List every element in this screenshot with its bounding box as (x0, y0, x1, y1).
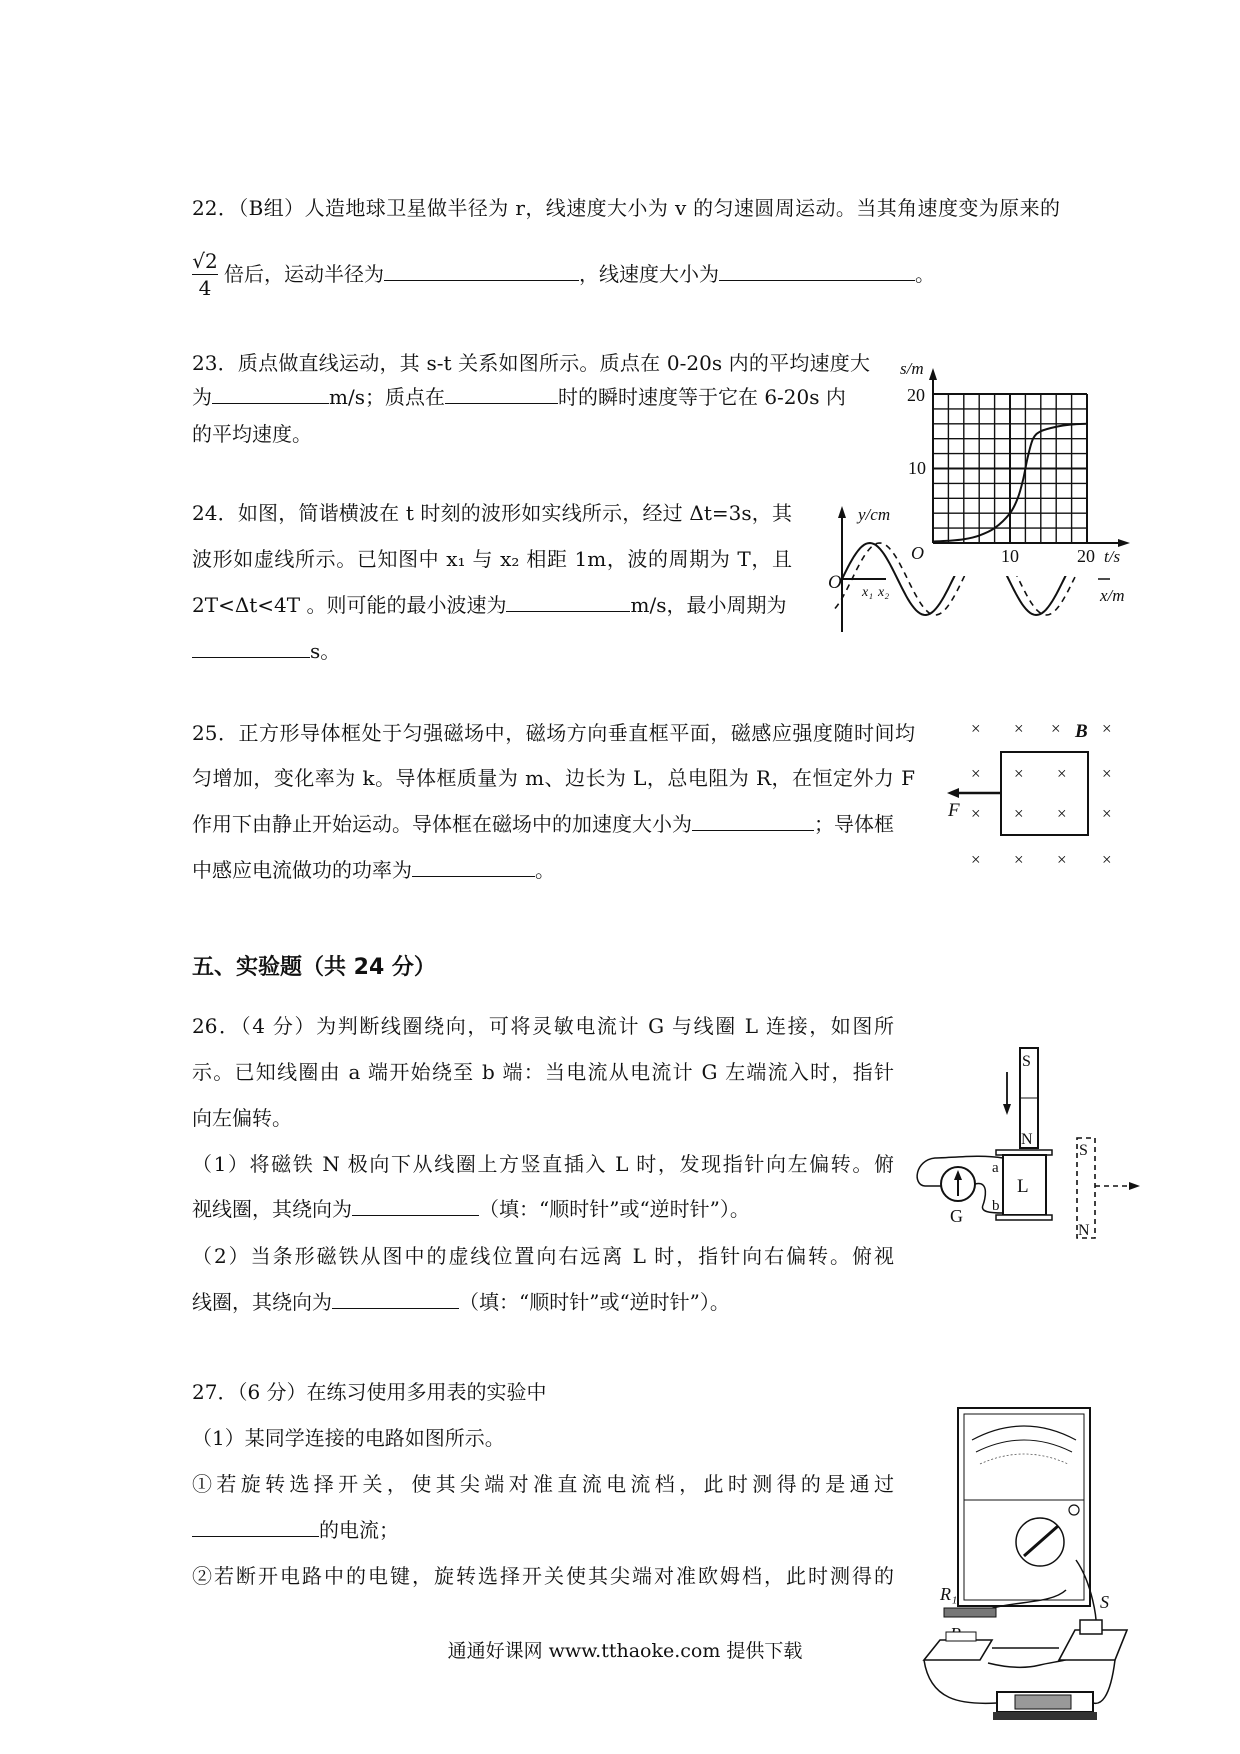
q26-text: 视线圈，其绕向为 (192, 1197, 352, 1221)
q24-line-2: 波形如虚线所示。已知图中 x₁ 与 x₂ 相距 1m，波的周期为 T，且 (192, 547, 792, 571)
field-cross-mark: × (1102, 804, 1112, 823)
q22-fraction (192, 248, 218, 301)
q25-text: 中感应电流做功的功率为 (192, 858, 412, 882)
q26-text: （填：“顺时针”或“逆时针”）。 (459, 1290, 730, 1314)
q25-line-1: 25．正方形导体框处于匀强磁场中，磁场方向垂直框平面，磁感应强度随时间均 (192, 721, 915, 745)
right-arrow-icon (1129, 1182, 1140, 1190)
wave-x2-label: x₂ (878, 585, 890, 600)
q25-line-4 (192, 856, 555, 884)
wave-x1-label: x₁ (862, 585, 874, 600)
q26-text: 线圈，其绕向为 (192, 1290, 332, 1314)
fraction-denominator: 4 (192, 274, 218, 301)
q25-line-3 (192, 810, 894, 838)
wave-origin-label: O (828, 572, 842, 593)
answer-blank (212, 383, 329, 404)
q26-line-2: 示。已知线圈由 a 端开始绕至 b 端：当电流从电流计 G 左端流入时，指针 (192, 1060, 894, 1084)
q24-line-1: 24．如图，简谐横波在 t 时刻的波形如实线所示，经过 Δt=3s，其 (192, 501, 792, 525)
field-cross-mark: × (1102, 764, 1112, 783)
field-cross-mark: × (971, 764, 981, 783)
field-cross-mark: × (971, 850, 981, 869)
wave-y-arrow-icon (838, 506, 846, 518)
answer-blank (332, 1288, 459, 1309)
q25-text: 。 (535, 858, 555, 882)
dashed-magnet-n-label: N (1078, 1222, 1090, 1239)
q22-line-1: 22．（B组）人造地球卫星做半径为 r，线速度大小为 v 的匀速圆周运动。当其角速度变为原来的 (192, 196, 1060, 220)
galvanometer-g-label: G (950, 1206, 963, 1226)
section-heading: 五、实验题（共 24 分） (192, 955, 436, 980)
field-cross-mark: × (1014, 719, 1024, 738)
field-cross-mark: × (1102, 719, 1112, 738)
q23-line-2 (192, 383, 846, 411)
answer-blank (412, 856, 535, 877)
battery-base (993, 1712, 1097, 1720)
st-xtick-20: 20 (1077, 546, 1095, 566)
q27-text: 的电流； (319, 1518, 399, 1542)
coil-figure (917, 1048, 1140, 1239)
resistor-r1 (944, 1608, 996, 1617)
q23-line-3: 的平均速度。 (192, 422, 312, 446)
q25-line-2: 匀增加，变化率为 k。导体框质量为 m、边长为 L，总电阻为 R，在恒定外力 F (192, 766, 915, 790)
q23-text: 时的瞬时速度等于它在 6-20s 内 (557, 385, 846, 409)
q23-text: m/s；质点在 (329, 385, 445, 409)
q23-line-1: 23．质点做直线运动，其 s-t 关系如图所示。质点在 0-20s 内的平均速度大 (192, 351, 870, 375)
answer-blank (192, 1516, 319, 1537)
q25-text: 作用下由静止开始运动。导体框在磁场中的加速度大小为 (192, 812, 692, 836)
q23-text: 为 (192, 385, 212, 409)
q27-line-2: （1）某同学连接的电路如图所示。 (192, 1426, 505, 1450)
q26-line-7 (192, 1288, 730, 1316)
st-xtick-10: 10 (1001, 546, 1019, 566)
wave-y-label: y/cm (858, 505, 891, 524)
q22-text: ，线速度大小为 (579, 262, 719, 286)
dashed-magnet-s-label: S (1079, 1142, 1088, 1159)
q24-line-3 (192, 591, 786, 619)
field-cross-mark: × (1014, 764, 1024, 783)
multimeter-circuit-figure (924, 1408, 1127, 1720)
st-ytick-10: 10 (908, 458, 926, 478)
answer-blank (192, 637, 310, 658)
q27-line-5: ②若断开电路中的电键，旋转选择开关使其尖端对准欧姆档，此时测得的 (192, 1564, 894, 1588)
q27-line-1: 27．（6 分）在练习使用多用表的实验中 (192, 1380, 547, 1404)
field-b-label: B (1075, 721, 1088, 742)
q22-text: 倍后，运动半径为 (224, 262, 384, 286)
q26-line-6: （2）当条形磁铁从图中的虚线位置向右远离 L 时，指针向右偏转。俯视 (192, 1244, 894, 1268)
field-cross-mark: × (1014, 850, 1024, 869)
answer-blank (719, 260, 915, 281)
switch-s-label: S (1100, 1592, 1109, 1612)
q22-text: 。 (915, 262, 935, 286)
q27-line-3: ①若旋转选择开关，使其尖端对准直流电流档，此时测得的是通过 (192, 1472, 894, 1496)
field-cross-mark: × (971, 719, 981, 738)
answer-blank (692, 810, 814, 831)
field-cross-mark: × (1102, 850, 1112, 869)
field-cross-mark: × (971, 804, 981, 823)
q24-line-4 (192, 637, 340, 665)
st-x-label: t/s (1104, 547, 1121, 566)
field-cross-mark: × (1057, 850, 1067, 869)
st-origin-label: O (911, 543, 924, 563)
answer-blank (445, 383, 558, 404)
q26-text: （填：“顺时针”或“逆时针”）。 (479, 1197, 750, 1221)
st-y-label: s/m (900, 359, 924, 378)
field-cross-mark: × (1057, 804, 1067, 823)
q27-line-4 (192, 1516, 399, 1544)
q26-line-1: 26．（4 分）为判断线圈绕向，可将灵敏电流计 G 与线圈 L 连接，如图所 (192, 1014, 894, 1038)
r1-label: R₁ (940, 1584, 958, 1604)
q24-text: s。 (310, 639, 341, 663)
q22-line-2 (224, 260, 935, 288)
wave-x-label: x/m (1100, 586, 1125, 605)
answer-blank (384, 260, 579, 281)
q25-text: ；导体框 (814, 812, 894, 836)
answer-blank (352, 1195, 479, 1216)
answer-blank (506, 591, 630, 612)
force-arrow-head-icon (947, 788, 959, 798)
field-cross-mark: × (1051, 719, 1061, 738)
q26-line-5 (192, 1195, 750, 1223)
field-cross-mark: × (1057, 764, 1067, 783)
fraction-numerator: √2 (192, 249, 218, 273)
q26-line-4: （1）将磁铁 N 极向下从线圈上方竖直插入 L 时，发现指针向左偏转。俯 (192, 1152, 894, 1176)
coil-b-label: b (992, 1198, 1000, 1214)
footer-source: 通通好课网 www.tthaoke.com 提供下载 (447, 1640, 803, 1662)
field-cross-mark: × (1014, 804, 1024, 823)
magnet-n-label: N (1021, 1131, 1033, 1148)
force-label: F (948, 800, 960, 821)
magnet-s-label: S (1022, 1053, 1031, 1070)
coil-l-label: L (1017, 1176, 1029, 1197)
down-arrow-icon (1003, 1104, 1011, 1115)
q24-text: 2T<Δt<4T 。则可能的最小波速为 (192, 593, 507, 617)
coil-a-label: a (992, 1160, 999, 1176)
st-ytick-20: 20 (907, 385, 925, 405)
q26-line-3: 向左偏转。 (192, 1106, 292, 1130)
q24-text: m/s，最小周期为 (630, 593, 787, 617)
